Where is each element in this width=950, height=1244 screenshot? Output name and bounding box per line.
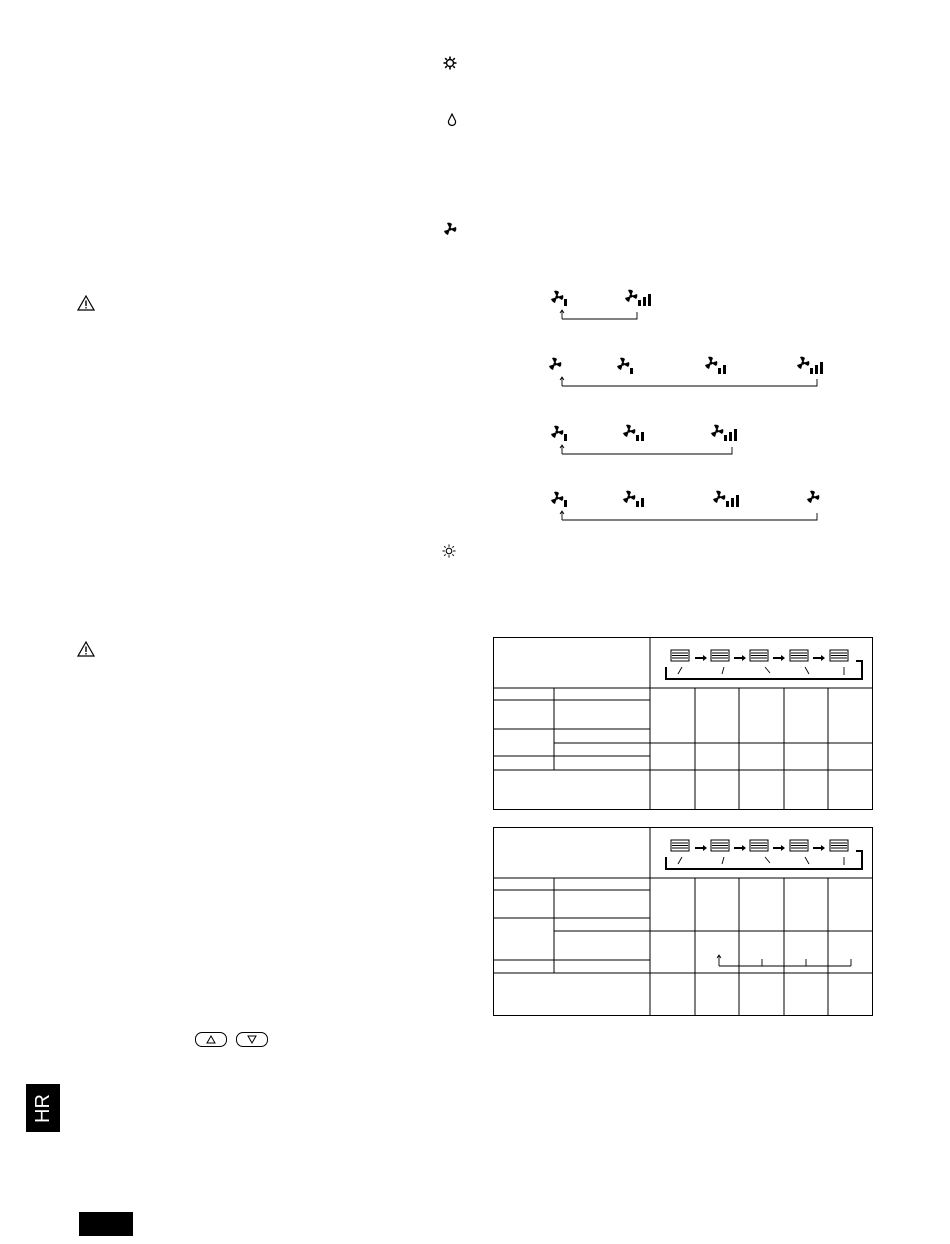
vane-table-1 (493, 637, 874, 816)
warning-triangle-icon (77, 295, 95, 311)
warning-triangle-icon (77, 641, 95, 657)
fan-speed-sequence-1 (540, 285, 680, 330)
triangle-down-button-icon[interactable] (236, 1032, 268, 1047)
droplet-icon (447, 113, 457, 127)
sun-icon (442, 544, 456, 558)
fan-speed-sequence-2 (540, 352, 840, 397)
fan-speed-sequence-4 (540, 486, 840, 531)
vane-table-2 (493, 827, 874, 1022)
fan-icon (443, 222, 457, 236)
sun-gear-icon (443, 56, 457, 70)
page-number-block (79, 1212, 133, 1236)
language-tab (26, 1084, 60, 1132)
triangle-up-button-icon[interactable] (195, 1032, 227, 1047)
fan-speed-sequence-3 (540, 420, 760, 465)
language-tab-label: HR (31, 1093, 54, 1123)
